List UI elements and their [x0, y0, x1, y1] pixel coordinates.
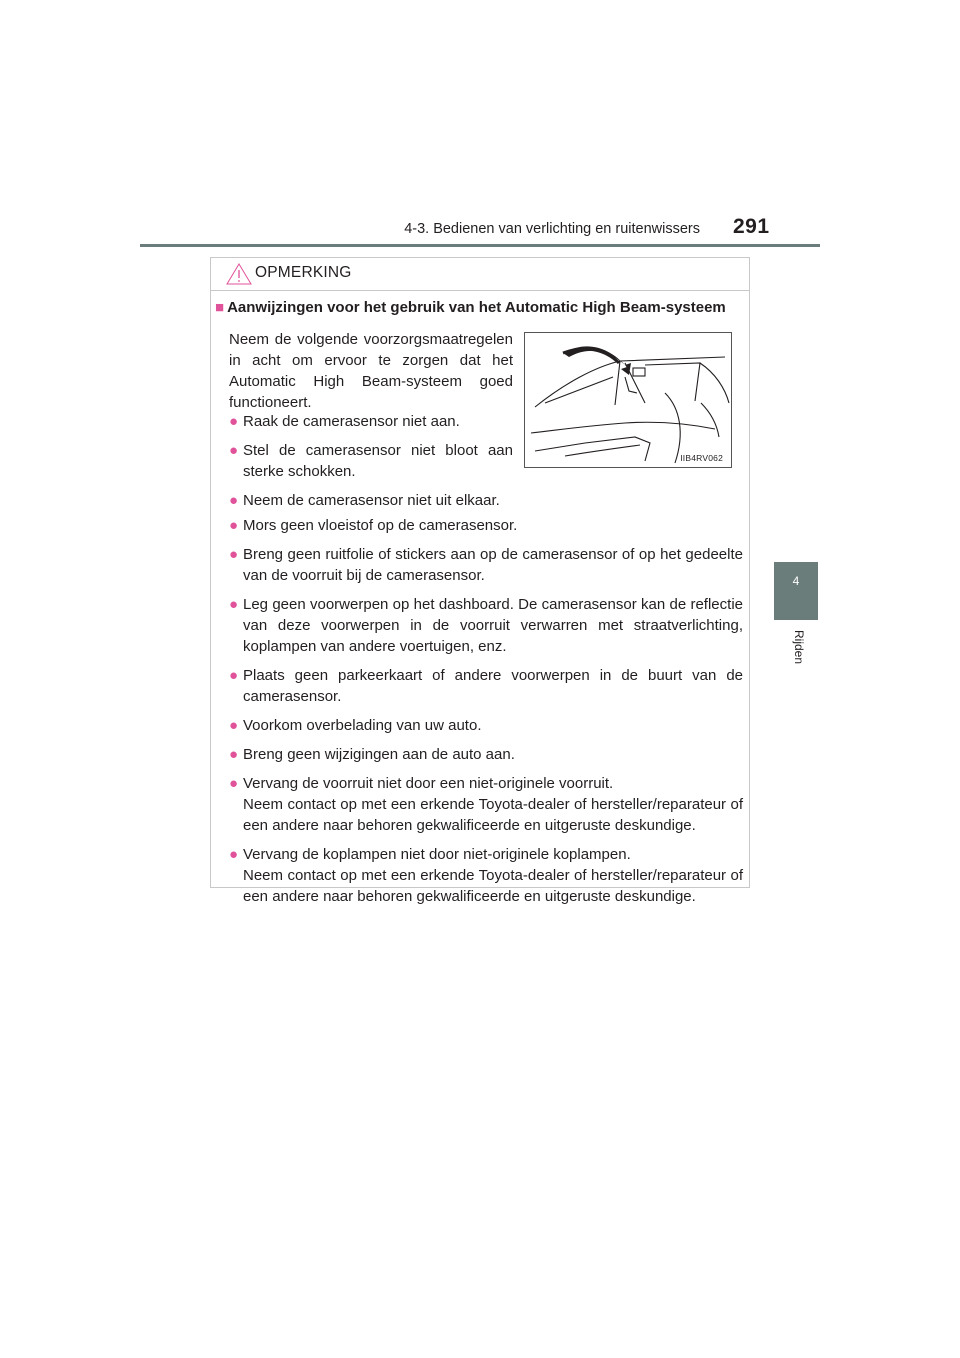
bullet-text: Neem de camerasensor niet uit elkaar. [243, 492, 500, 509]
bullet-item [229, 411, 513, 432]
bullet-text: Breng geen wijzigingen aan de auto aan. [243, 746, 515, 763]
bullet-text: Vervang de voorruit niet door een niet-originele voorruit. Neem contact op met een erkende Toyota-dealer of hersteller/reparateur of een andere naar behoren gekwalificeerde en uitgeruste deskundige. [243, 775, 743, 834]
bullet-text: Mors geen vloeistof op de camerasensor. [243, 517, 518, 534]
chapter-tab: 4 [774, 562, 818, 620]
bullet-dot-icon: ● [229, 667, 239, 684]
chapter-label: Rijden [792, 630, 806, 665]
bullet-dot-icon: ● [229, 746, 239, 763]
bullet-dot-icon: ● [229, 517, 239, 534]
bullet-item [229, 440, 513, 482]
notice-title: OPMERKING [255, 264, 352, 281]
section-heading [215, 299, 726, 316]
intro-paragraph: Neem de volgende voorzorgsmaatregelen in acht om ervoor te zorgen dat het Automatic High Beam-systeem goed functioneert. [229, 331, 513, 411]
bullet-dot-icon: ● [229, 413, 239, 430]
bullet-item [229, 773, 743, 836]
figure-code: IIB4RV062 [680, 453, 723, 463]
header-rule [140, 244, 820, 247]
section-title: 4-3. Bedienen van verlichting en ruitenwissers [404, 221, 700, 237]
bullet-item [229, 665, 743, 707]
bullet-item [229, 544, 743, 586]
bullet-text: Breng geen ruitfolie of stickers aan op de camerasensor of op het gedeelte van de voorruit bij de camerasensor. [243, 546, 743, 584]
notice-box [210, 257, 750, 905]
bullet-text: Plaats geen parkeerkaart of andere voorwerpen in de buurt van de camerasensor. [243, 667, 743, 705]
bullet-dot-icon: ● [229, 717, 239, 734]
bullet-dot-icon: ● [229, 546, 239, 563]
heading-marker: ■ [215, 299, 225, 316]
bullet-item [229, 715, 743, 736]
bullet-dot-icon: ● [229, 442, 239, 459]
bullet-text: Raak de camerasensor niet aan. [243, 413, 460, 430]
bullet-dot-icon: ● [229, 596, 239, 613]
camera-sensor-illustration [524, 332, 732, 468]
notice-header [211, 258, 749, 291]
page-number: 291 [733, 215, 770, 238]
bullet-item [229, 594, 743, 657]
bullet-item [229, 490, 513, 511]
warning-triangle-icon [226, 263, 252, 285]
car-windshield-diagram [525, 333, 731, 467]
bullet-list-bottom [229, 515, 743, 915]
bullet-list-top [229, 411, 513, 519]
bullet-text: Voorkom overbelading van uw auto. [243, 717, 482, 734]
bullet-dot-icon: ● [229, 846, 239, 863]
section-heading-text: Aanwijzingen voor het gebruik van het Automatic High Beam-systeem [227, 299, 726, 316]
bullet-dot-icon: ● [229, 775, 239, 792]
bullet-item [229, 844, 743, 907]
bullet-dot-icon: ● [229, 492, 239, 509]
bullet-item [229, 744, 743, 765]
bullet-item [229, 515, 743, 536]
bullet-text: Vervang de koplampen niet door niet-originele koplampen. Neem contact op met een erkende Toyota-dealer of hersteller/reparateur of een andere naar behoren gekwalificeerde en uitgeruste deskundige. [243, 846, 743, 905]
bullet-text: Stel de camerasensor niet bloot aan sterke schokken. [243, 442, 513, 480]
bullet-text: Leg geen voorwerpen op het dashboard. De camerasensor kan de reflectie van deze voorwerpen in de voorruit verwarren met straatverlichting, koplampen van andere voertuigen, enz. [243, 596, 743, 655]
